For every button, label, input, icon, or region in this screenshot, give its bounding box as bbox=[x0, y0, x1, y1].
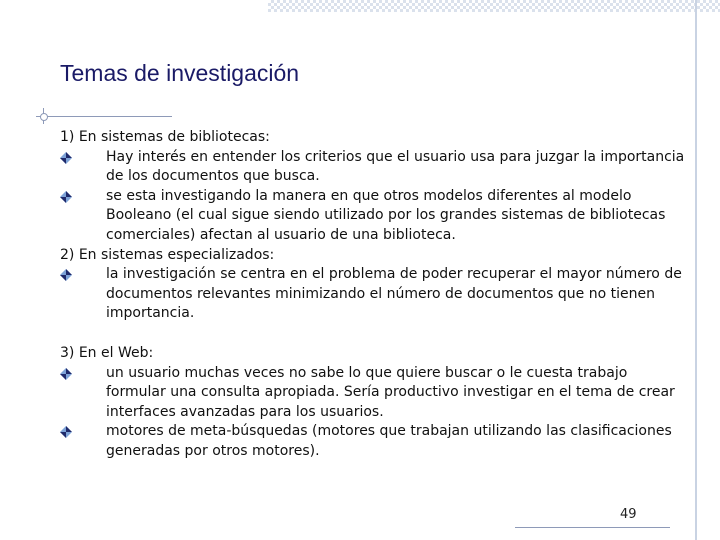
bullet-item bbox=[60, 422, 686, 461]
bullet-text: un usuario muchas veces no sabe lo que quiere buscar o le cuesta trabajo formular una consulta apropiada. Sería productivo investigar en el tema de crear interfaces avanzadas para los usuarios. bbox=[106, 364, 675, 420]
bullet-text: motores de meta-búsquedas (motores que trabajan utilizando las clasificaciones generadas por otros motores). bbox=[106, 423, 672, 459]
bullet-item bbox=[60, 265, 686, 324]
decorative-grid-strip bbox=[268, 0, 720, 12]
bullet-item bbox=[60, 364, 686, 423]
diamond-bullet-icon bbox=[60, 426, 72, 438]
footer-rule bbox=[515, 527, 670, 528]
diamond-bullet-icon bbox=[60, 368, 72, 380]
diamond-bullet-icon bbox=[60, 191, 72, 203]
slide-content bbox=[60, 128, 686, 462]
section-heading: 3) En el Web: bbox=[60, 344, 154, 361]
page-number: 49 bbox=[620, 507, 637, 522]
spacer bbox=[60, 324, 686, 344]
bullet-text: Hay interés en entender los criterios que el usuario usa para juzgar la importancia de los documentos que busca. bbox=[106, 148, 685, 185]
bullet-text: se esta investigando la manera en que otros modelos diferentes al modelo Booleano (el cual sigue siendo utilizado por los grandes sistemas de bibliotecas comerciales) afectan al usuario de una biblioteca. bbox=[106, 187, 666, 243]
title-underline bbox=[36, 116, 172, 117]
diamond-bullet-icon bbox=[60, 152, 72, 164]
title-crosshair-circle bbox=[40, 113, 48, 121]
section-heading: 1) En sistemas de bibliotecas: bbox=[60, 129, 270, 145]
bullet-text: la investigación se centra en el problema de poder recuperar el mayor número de documentos relevantes minimizando el número de documentos que no tienen importancia. bbox=[106, 266, 682, 322]
decorative-vertical-line bbox=[695, 0, 697, 540]
bullet-item bbox=[60, 187, 686, 246]
slide-title: Temas de investigación bbox=[60, 60, 300, 86]
section-heading: 2) En sistemas especializados: bbox=[60, 246, 275, 263]
diamond-bullet-icon bbox=[60, 269, 72, 281]
bullet-item bbox=[60, 148, 686, 187]
